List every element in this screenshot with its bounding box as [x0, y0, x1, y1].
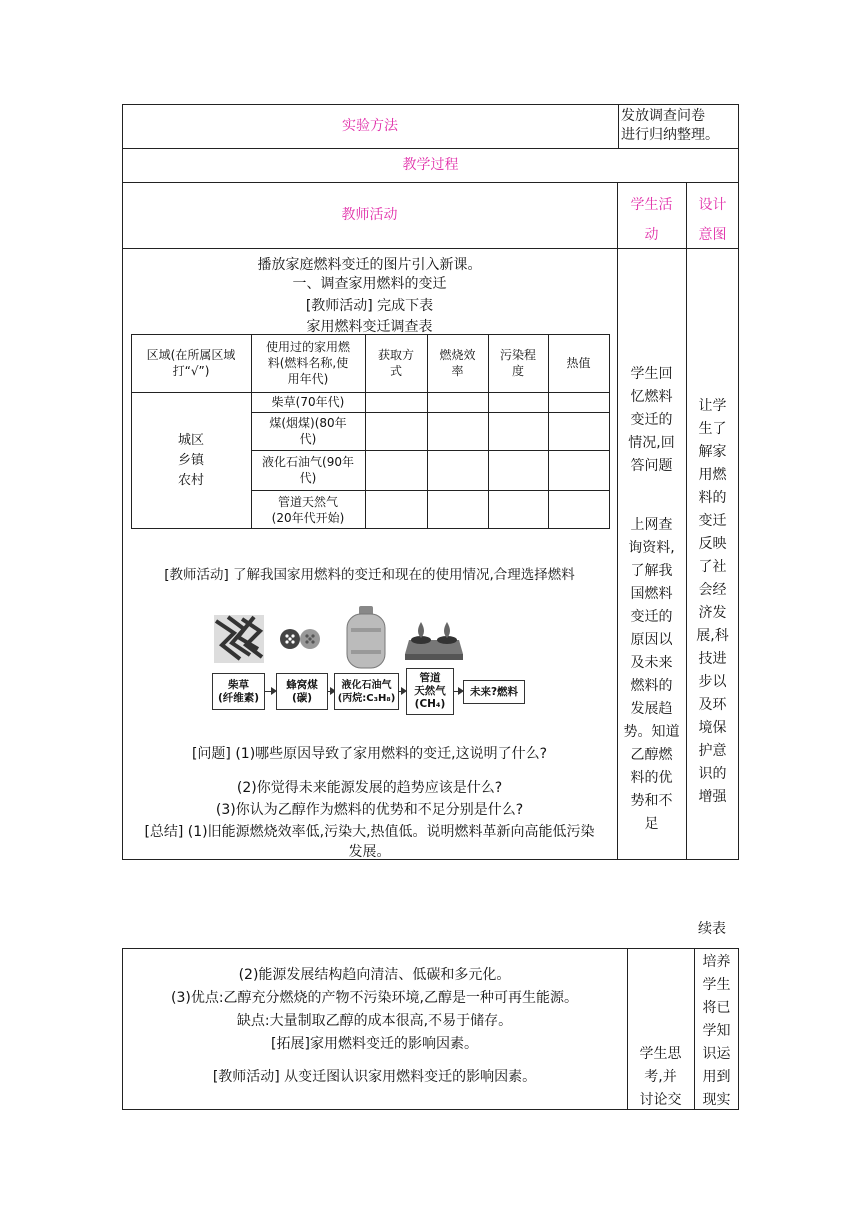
flow-box-coal: 蜂窝煤 (碳)	[276, 673, 328, 710]
continued-design-content: 培养 学生 将已 学知 识运 用到 现实	[702, 954, 731, 1108]
question-2: (2)你觉得未来能源发展的趋势应该是什么?	[236, 780, 503, 796]
teacher-activity-header: 教师活动	[341, 207, 398, 223]
design-intent-header: 设计 意图	[698, 197, 727, 243]
firewood-image	[214, 615, 264, 663]
survey-region-cell: 城区 乡镇 农村	[177, 432, 204, 488]
flow-box-lpg: 液化石油气 (丙烷:C₃H₈)	[334, 673, 399, 710]
question-1: [问题] (1)哪些原因导致了家用燃料的变迁,这说明了什么?	[191, 746, 548, 762]
answer-line: (2)能源发展结构趋向清洁、低碳和多元化。	[238, 967, 511, 983]
survey-header-method: 获取方 式	[377, 348, 414, 378]
survey-header-region: 区域(在所属区域 打“√”)	[146, 348, 236, 378]
teacher-activity-content	[122, 250, 617, 860]
continued-label: 续表	[698, 921, 726, 937]
summary-line-2: 发展。	[348, 844, 391, 860]
experiment-method-value: 发放调查问卷 进行归纳整理。	[621, 108, 719, 143]
student-activity-content-2: 上网查 询资料, 了解我 国燃料 变迁的 原因以 及未来 燃料的 发展趋 势。知道 乙醇燃 料的优 势和不 足	[623, 517, 680, 832]
section-heading: 一、调查家用燃料的变迁	[292, 276, 447, 292]
answer-line: (3)优点:乙醇充分燃烧的产物不污染环境,乙醇是一种可再生能源。	[171, 990, 578, 1006]
flow-box-firewood: 柴草 (纤维素)	[212, 673, 265, 710]
flow-arrow	[454, 691, 462, 692]
survey-header-heat: 热值	[566, 356, 591, 370]
survey-fuel-row: 液化石油气(90年 代)	[262, 455, 354, 485]
survey-fuel-row: 煤(烟煤)(80年 代)	[269, 416, 347, 446]
flow-arrow	[399, 691, 405, 692]
student-activity-content-1: 学生回 忆燃料 变迁的 情况,回 答问题	[628, 366, 675, 474]
experiment-method-label: 实验方法	[342, 118, 398, 134]
activity-instruction-3: [教师活动] 从变迁图认识家用燃料变迁的影响因素。	[212, 1069, 537, 1085]
student-activity-header: 学生活 动	[630, 197, 673, 243]
survey-fuel-row: 管道天然气 (20年代开始)	[271, 494, 345, 525]
gas-cylinder-image	[343, 606, 389, 670]
continued-teacher-content	[122, 948, 627, 1110]
teaching-process-header: 教学过程	[402, 157, 459, 173]
survey-fuel-row: 柴草(70年代)	[271, 395, 345, 409]
question-3: (3)你认为乙醇作为燃料的优势和不足分别是什么?	[215, 802, 524, 818]
gas-stove-image	[405, 614, 463, 662]
flow-box-natural-gas: 管道 天然气 (CH₄)	[406, 668, 454, 715]
summary-line-1: [总结] (1)旧能源燃烧效率低,污染大,热值低。说明燃料革新向高能低污染	[144, 824, 595, 840]
activity-instruction: [教师活动] 完成下表	[305, 298, 434, 314]
flow-box-future: 未来?燃料	[463, 680, 525, 704]
continued-student-content: 学生思 考,并 讨论交	[639, 1046, 682, 1108]
survey-header-efficiency: 燃烧效 率	[439, 348, 476, 378]
survey-header-pollution: 污染程 度	[499, 348, 536, 378]
extension-heading: [拓展]家用燃料变迁的影响因素。	[271, 1036, 478, 1052]
design-intent-content: 让学 生了 解家 用燃 料的 变迁 反映 了社 会经 济发 展,科 技进 步以 及环 境保 护意 识的 增强	[696, 398, 729, 805]
activity-instruction-2: [教师活动] 了解我国家用燃料的变迁和现在的使用情况,合理选择燃料	[164, 567, 575, 583]
flow-arrow	[265, 691, 275, 692]
intro-text: 播放家庭燃料变迁的图片引入新课。	[257, 257, 482, 273]
answer-line: 缺点:大量制取乙醇的成本很高,不易于储存。	[236, 1013, 513, 1029]
honeycomb-coal-image	[279, 628, 321, 650]
survey-header-fuel: 使用过的家用燃 料(燃料名称,使 用年代)	[265, 340, 350, 386]
survey-title: 家用燃料变迁调查表	[306, 319, 433, 335]
